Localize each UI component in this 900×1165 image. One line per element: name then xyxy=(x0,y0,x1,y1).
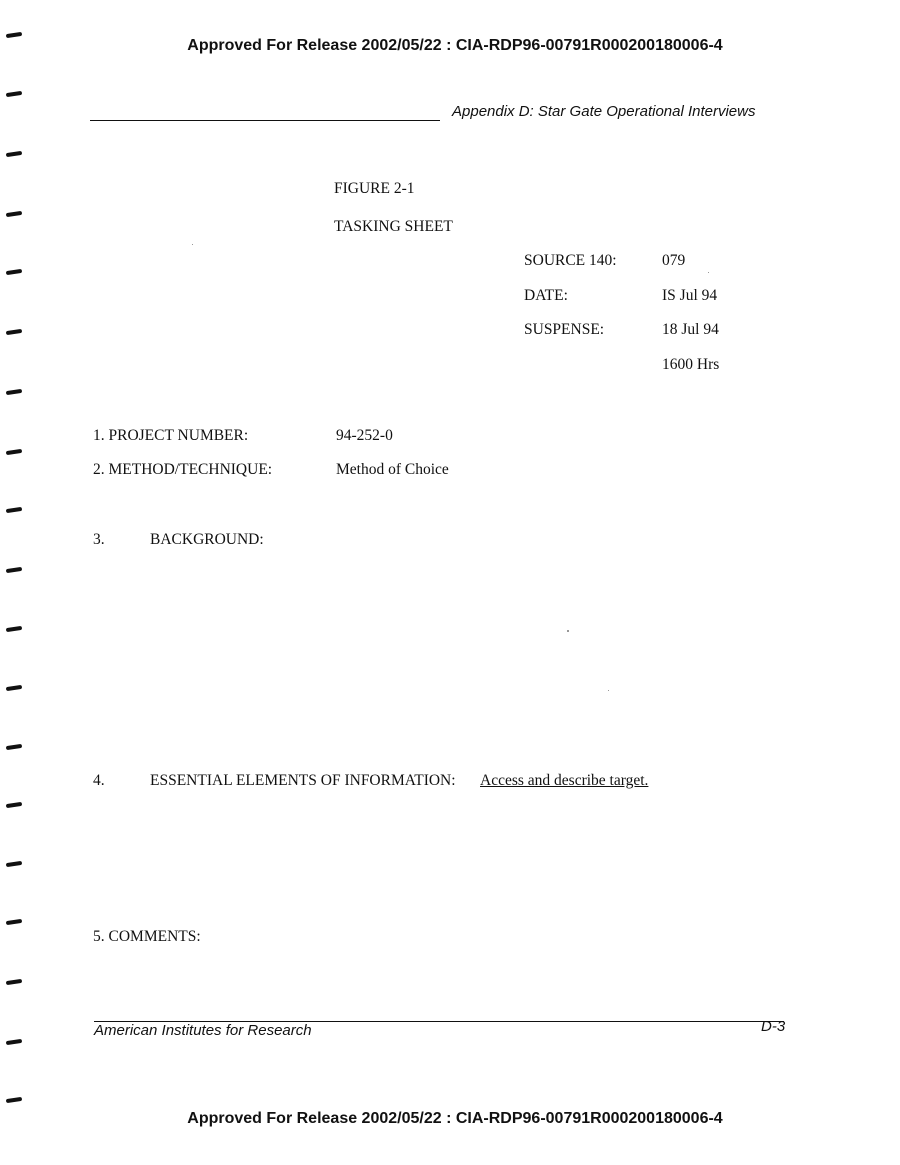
sheet-title: TASKING SHEET xyxy=(334,218,453,235)
method-value: Method of Choice xyxy=(336,461,449,478)
source-label: SOURCE 140: xyxy=(524,252,617,269)
comments-label: 5. COMMENTS: xyxy=(93,928,201,945)
running-header: Appendix D: Star Gate Operational Interviews xyxy=(452,103,756,120)
scan-speck xyxy=(567,630,569,632)
suspense-label: SUSPENSE: xyxy=(524,321,605,338)
background-number: 3. xyxy=(93,531,105,548)
project-number-label: 1. PROJECT NUMBER: xyxy=(93,427,249,444)
figure-title: FIGURE 2-1 xyxy=(334,180,415,197)
footer-organization: American Institutes for Research xyxy=(94,1022,312,1039)
project-number-value: 94-252-0 xyxy=(336,427,393,444)
suspense-time: 1600 Hrs xyxy=(662,356,720,373)
eei-label: ESSENTIAL ELEMENTS OF INFORMATION: xyxy=(150,772,456,789)
header-rule xyxy=(90,120,440,121)
date-value: IS Jul 94 xyxy=(662,287,718,304)
scan-speck xyxy=(708,272,709,273)
page-number: D-3 xyxy=(761,1018,786,1035)
eei-value: Access and describe target. xyxy=(480,772,649,789)
source-value: 079 xyxy=(662,252,686,269)
release-header: Approved For Release 2002/05/22 : CIA-RDP96-00791R000200180006-4 xyxy=(187,37,723,54)
scan-speck xyxy=(192,244,193,245)
background-label: BACKGROUND: xyxy=(150,531,264,548)
suspense-value: 18 Jul 94 xyxy=(662,321,719,338)
date-label: DATE: xyxy=(524,287,568,304)
release-footer: Approved For Release 2002/05/22 : CIA-RDP96-00791R000200180006-4 xyxy=(187,1110,723,1127)
scan-speck xyxy=(608,690,609,691)
eei-number: 4. xyxy=(93,772,105,789)
method-label: 2. METHOD/TECHNIQUE: xyxy=(93,461,273,478)
